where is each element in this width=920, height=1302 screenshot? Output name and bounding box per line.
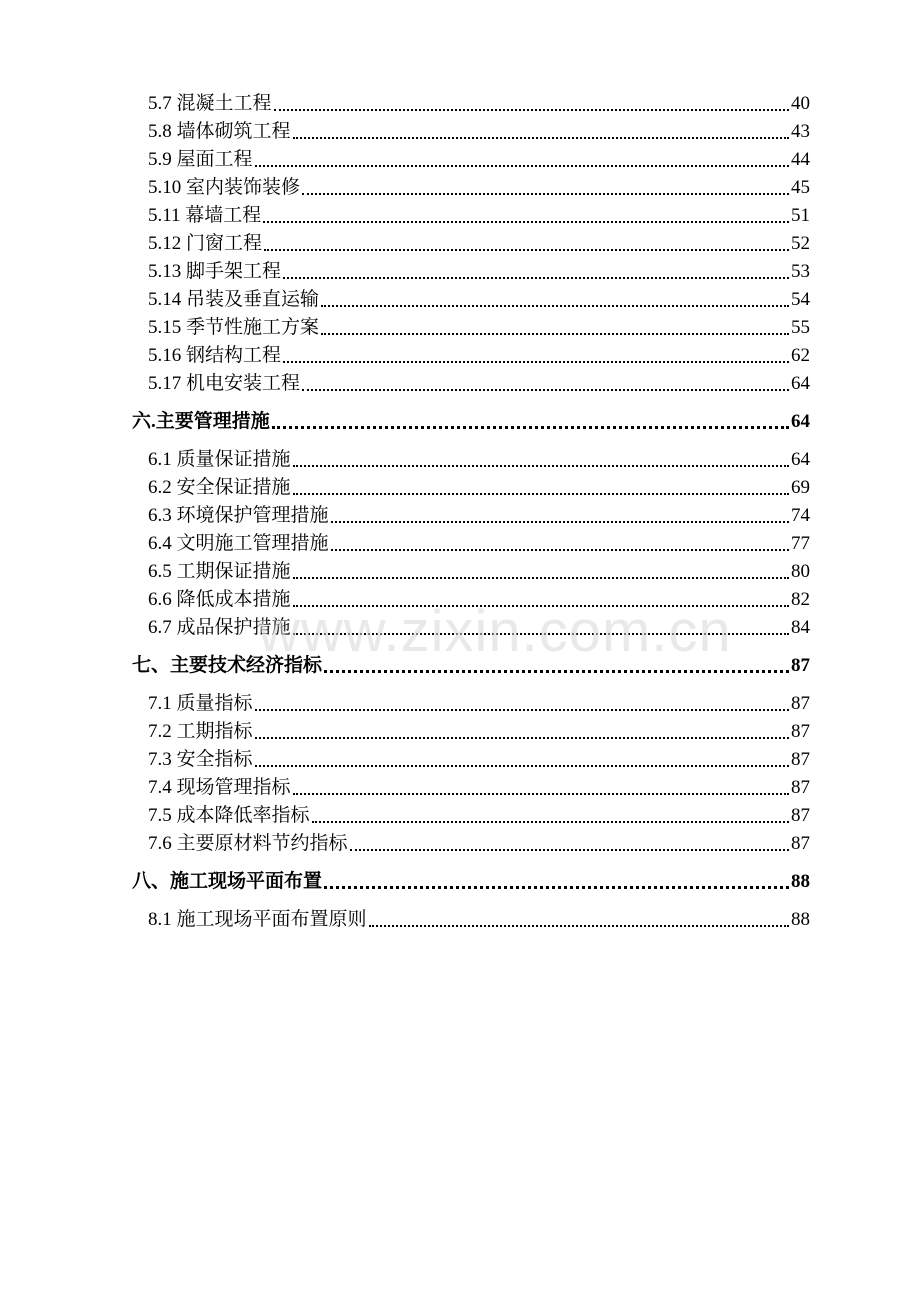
toc-entry-page: 87 [791, 693, 810, 714]
dot-leader [283, 277, 789, 279]
toc-entry-page: 84 [791, 617, 810, 638]
toc-entry[interactable] [148, 200, 810, 228]
dot-leader [293, 493, 789, 495]
dot-leader [255, 709, 789, 711]
dot-leader [264, 249, 789, 251]
toc-entry-label: 7.4 现场管理指标 [148, 777, 291, 798]
toc-entry[interactable] [148, 828, 810, 856]
toc-chapter-page: 64 [791, 411, 810, 432]
toc-entry-label: 7.2 工期指标 [148, 721, 253, 742]
dot-leader [302, 389, 789, 391]
toc-entry-label: 8.1 施工现场平面布置原则 [148, 909, 367, 930]
toc-entry[interactable] [148, 500, 810, 528]
toc-entry-label: 6.7 成品保护措施 [148, 617, 291, 638]
dot-leader [350, 849, 789, 851]
toc-entry-label: 5.14 吊装及垂直运输 [148, 289, 320, 310]
toc-entry[interactable] [148, 368, 810, 396]
toc-entry[interactable] [148, 228, 810, 256]
dot-leader [293, 793, 789, 795]
toc-entry-page: 62 [791, 345, 810, 366]
toc-entry-label: 5.16 钢结构工程 [148, 345, 282, 366]
toc-entry[interactable] [148, 340, 810, 368]
toc-entry-page: 54 [791, 289, 810, 310]
toc-entry-page: 43 [791, 121, 810, 142]
toc-entry-label: 7.6 主要原材料节约指标 [148, 833, 348, 854]
toc-entry-label: 6.2 安全保证措施 [148, 477, 291, 498]
toc-entry-page: 82 [791, 589, 810, 610]
toc-entry-label: 7.1 质量指标 [148, 693, 253, 714]
toc-entry[interactable] [148, 256, 810, 284]
toc-entry[interactable] [148, 528, 810, 556]
dot-leader [293, 465, 789, 467]
toc-entry-page: 40 [791, 93, 810, 114]
toc-entry[interactable] [148, 688, 810, 716]
dot-leader [293, 605, 789, 607]
toc-entry[interactable] [148, 472, 810, 500]
toc-entry[interactable] [148, 716, 810, 744]
toc-chapter-entry[interactable] [132, 406, 810, 434]
dot-leader [263, 221, 789, 223]
toc-entry-page: 77 [791, 533, 810, 554]
toc-entry-page: 44 [791, 149, 810, 170]
toc-entry-page: 88 [791, 909, 810, 930]
dot-leader [302, 193, 789, 195]
toc-entry[interactable] [148, 88, 810, 116]
toc-entry[interactable] [148, 284, 810, 312]
toc-entry-page: 80 [791, 561, 810, 582]
toc-entry-page: 45 [791, 177, 810, 198]
dot-leader [272, 426, 789, 429]
dot-leader [293, 633, 789, 635]
toc-entry-page: 74 [791, 505, 810, 526]
toc-entry-page: 55 [791, 317, 810, 338]
toc-entry-page: 87 [791, 777, 810, 798]
toc-entry[interactable] [148, 772, 810, 800]
toc-chapter-label: 六.主要管理措施 [132, 411, 270, 432]
toc-entry-label: 7.3 安全指标 [148, 749, 253, 770]
toc-entry-page: 64 [791, 373, 810, 394]
toc-entry-label: 6.5 工期保证措施 [148, 561, 291, 582]
toc-entry[interactable] [148, 116, 810, 144]
toc-entry-label: 5.10 室内装饰装修 [148, 177, 301, 198]
dot-leader [255, 765, 789, 767]
toc-chapter-entry[interactable] [132, 650, 810, 678]
toc-entry-label: 5.11 幕墙工程 [148, 205, 262, 226]
dot-leader [331, 521, 789, 523]
dot-leader [321, 305, 789, 307]
toc-entry[interactable] [148, 800, 810, 828]
toc-chapter-page: 87 [791, 655, 810, 676]
toc-entry-page: 69 [791, 477, 810, 498]
toc-entry[interactable] [148, 444, 810, 472]
toc-entry[interactable] [148, 144, 810, 172]
toc-entry-page: 51 [791, 205, 810, 226]
dot-leader [369, 925, 789, 927]
dot-leader [312, 821, 789, 823]
dot-leader [274, 109, 789, 111]
toc-entry-page: 87 [791, 805, 810, 826]
toc-entry[interactable] [148, 312, 810, 340]
toc-entry-label: 7.5 成本降低率指标 [148, 805, 310, 826]
toc-entry-page: 52 [791, 233, 810, 254]
toc-entry-label: 6.4 文明施工管理措施 [148, 533, 329, 554]
toc-entry-label: 6.6 降低成本措施 [148, 589, 291, 610]
toc-entry-label: 6.3 环境保护管理措施 [148, 505, 329, 526]
dot-leader [293, 137, 789, 139]
toc-entry[interactable] [148, 744, 810, 772]
toc-entry-label: 6.1 质量保证措施 [148, 449, 291, 470]
toc-entry[interactable] [148, 556, 810, 584]
toc-chapter-label: 八、施工现场平面布置 [132, 871, 323, 892]
toc-entry[interactable] [148, 584, 810, 612]
toc-chapter-label: 七、主要技术经济指标 [132, 655, 323, 676]
toc-entry-label: 5.13 脚手架工程 [148, 261, 282, 282]
toc-entry-label: 5.15 季节性施工方案 [148, 317, 320, 338]
toc-entry-label: 5.7 混凝土工程 [148, 93, 272, 114]
dot-leader [255, 737, 789, 739]
toc-entry[interactable] [148, 904, 810, 932]
toc-entry-page: 64 [791, 449, 810, 470]
dot-leader [324, 886, 789, 889]
toc-entry[interactable] [148, 612, 810, 640]
toc-entry-page: 87 [791, 833, 810, 854]
dot-leader [283, 361, 789, 363]
dot-leader [255, 165, 789, 167]
toc-entry-page: 53 [791, 261, 810, 282]
toc-entry-page: 87 [791, 749, 810, 770]
toc-chapter-page: 88 [791, 871, 810, 892]
toc-entry[interactable] [148, 172, 810, 200]
dot-leader [324, 670, 789, 673]
watermark: www.zixin.com.cn [258, 599, 732, 664]
toc-entry-label: 5.8 墙体砌筑工程 [148, 121, 291, 142]
toc-chapter-entry[interactable] [132, 866, 810, 894]
dot-leader [293, 577, 789, 579]
dot-leader [331, 549, 789, 551]
dot-leader [321, 333, 789, 335]
toc-entry-page: 87 [791, 721, 810, 742]
toc-entry-label: 5.17 机电安装工程 [148, 373, 301, 394]
toc-entry-label: 5.9 屋面工程 [148, 149, 253, 170]
toc-entry-label: 5.12 门窗工程 [148, 233, 263, 254]
